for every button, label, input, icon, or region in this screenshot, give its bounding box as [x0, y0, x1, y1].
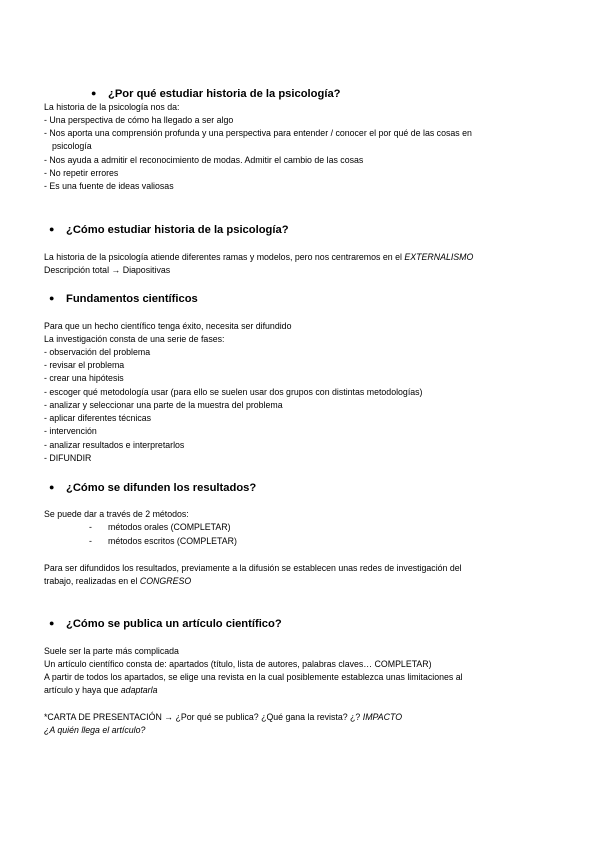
- paragraph: A partir de todos los apartados, se elige una revista en la cual posiblemente establezca unas limitaciones al: [44, 672, 463, 682]
- paragraph: Se puede dar a través de 2 métodos:: [44, 509, 189, 519]
- list-item: - analizar y seleccionar una parte de la muestra del problema: [44, 400, 283, 410]
- list-item: - intervención: [44, 426, 97, 436]
- heading-text: ¿Cómo se difunden los resultados?: [66, 482, 257, 494]
- paragraph: [44, 575, 191, 588]
- heading-why-study: [91, 86, 341, 101]
- italic-text: adaptarla: [120, 685, 158, 695]
- list-item: - revisar el problema: [44, 360, 125, 370]
- list-item: - Nos aporta una comprensión profunda y una perspectiva para entender / conocer el por qué de las cosas en: [44, 128, 472, 138]
- italic-text: CONGRESO: [139, 576, 192, 586]
- paragraph: Descripción total → Diapositivas: [44, 265, 171, 275]
- italic-text: IMPACTO: [362, 712, 403, 722]
- list-item: - Es una fuente de ideas valiosas: [44, 181, 174, 191]
- text: métodos orales (COMPLETAR): [108, 522, 231, 532]
- list-item: - DIFUNDIR: [44, 453, 92, 463]
- note: [44, 711, 402, 724]
- bullet-icon: ●: [49, 482, 55, 492]
- heading-text: ¿Cómo estudiar historia de la psicología?: [66, 224, 289, 236]
- list-item-continuation: psicología: [52, 141, 92, 151]
- text: trabajo, realizadas en el: [44, 576, 140, 586]
- text: métodos escritos (COMPLETAR): [108, 536, 237, 546]
- bullet-icon: ●: [91, 88, 97, 98]
- dash: -: [89, 522, 92, 532]
- heading-difusion: [49, 480, 256, 495]
- list-item: - No repetir errores: [44, 168, 119, 178]
- italic-text: ¿A quién llega el artículo?: [44, 725, 146, 735]
- paragraph: [44, 251, 473, 264]
- dash: -: [89, 536, 92, 546]
- paragraph: La investigación consta de una serie de fases:: [44, 334, 225, 344]
- list-item: - analizar resultados e interpretarlos: [44, 440, 185, 450]
- note: [44, 724, 145, 737]
- paragraph: Suele ser la parte más complicada: [44, 646, 179, 656]
- heading-text: ¿Por qué estudiar historia de la psicología?: [108, 88, 341, 100]
- list-item: - Una perspectiva de cómo ha llegado a ser algo: [44, 115, 234, 125]
- list-item: - aplicar diferentes técnicas: [44, 413, 152, 423]
- italic-text: EXTERNALISMO: [404, 252, 474, 262]
- paragraph: Para ser difundidos los resultados, previamente a la difusión se establecen unas redes de investigación del: [44, 563, 462, 573]
- heading-text: Fundamentos científicos: [66, 293, 198, 305]
- paragraph: La historia de la psicología nos da:: [44, 102, 180, 112]
- text: La historia de la psicología atiende diferentes ramas y modelos, pero nos centraremos en el: [44, 252, 405, 262]
- list-item: - observación del problema: [44, 347, 151, 357]
- bullet-icon: ●: [49, 293, 55, 303]
- sub-list-item: [89, 521, 231, 534]
- bullet-icon: ●: [49, 618, 55, 628]
- sub-list-item: [89, 535, 237, 548]
- text: *CARTA DE PRESENTACIÓN → ¿Por qué se publica? ¿Qué gana la revista? ¿?: [44, 712, 363, 722]
- bullet-icon: ●: [49, 224, 55, 234]
- paragraph: Un artículo científico consta de: apartados (título, lista de autores, palabras claves… COMPLETAR): [44, 659, 432, 669]
- heading-publicar: [49, 616, 282, 631]
- text: artículo y haya que: [44, 685, 121, 695]
- paragraph: Para que un hecho científico tenga éxito, necesita ser difundido: [44, 321, 292, 331]
- paragraph: [44, 684, 157, 697]
- list-item: - escoger qué metodología usar (para ello se suelen usar dos grupos con distintas metodologías): [44, 387, 423, 397]
- heading-fundamentos: [49, 291, 198, 306]
- heading-text: ¿Cómo se publica un artículo científico?: [66, 618, 282, 630]
- list-item: - Nos ayuda a admitir el reconocimiento de modas. Admitir el cambio de las cosas: [44, 155, 364, 165]
- list-item: - crear una hipótesis: [44, 373, 124, 383]
- heading-how-study: [49, 222, 289, 237]
